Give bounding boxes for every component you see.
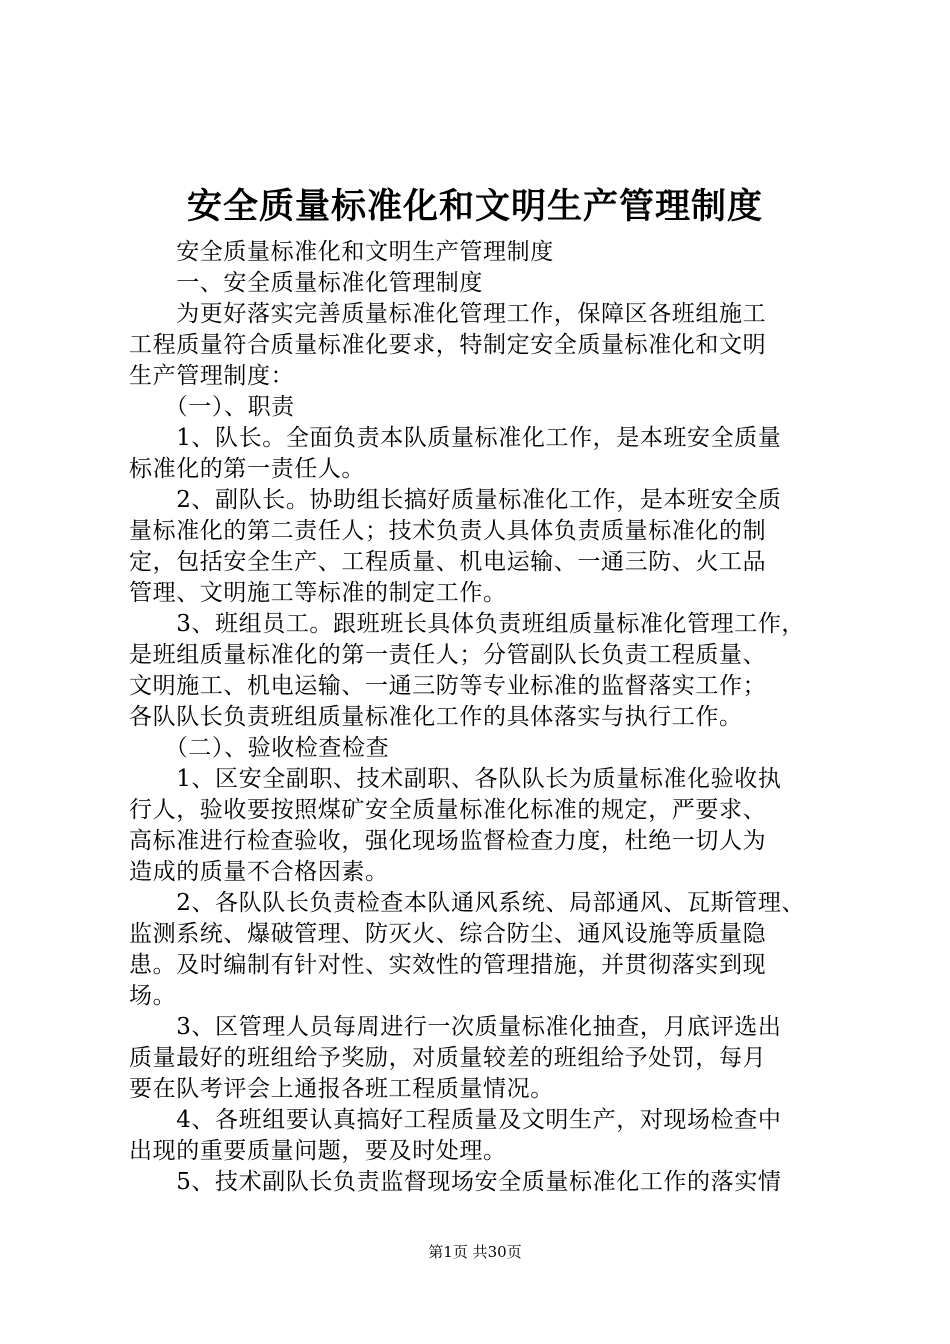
body-line: 1、区安全副职、技术副职、各队队长为质量标准化验收执 (129, 766, 782, 792)
body-line: 1、队长。全面负责本队质量标准化工作，是本班安全质量 (129, 425, 782, 451)
body-line: 场。 (129, 983, 177, 1009)
body-line: 要在队考评会上通报各班工程质量情况。 (129, 1076, 554, 1102)
body-line: 生产管理制度： (129, 363, 295, 389)
body-line: 一、安全质量标准化管理制度 (129, 270, 483, 296)
body-line: 定，包括安全生产、工程质量、机电运输、一通三防、火工品 (129, 549, 767, 575)
body-line: 高标准进行检查验收，强化现场监督检查力度，杜绝一切人为 (129, 828, 767, 854)
body-line: 造成的质量不合格因素。 (129, 859, 389, 885)
body-line: 监测系统、爆破管理、防灭火、综合防尘、通风设施等质量隐 (129, 921, 767, 947)
body-line: 为更好落实完善质量标准化管理工作，保障区各班组施工 (129, 301, 767, 327)
document-body (129, 237, 829, 1198)
body-line: 工程质量符合质量标准化要求，特制定安全质量标准化和文明 (129, 332, 767, 358)
body-line: 3、区管理人员每周进行一次质量标准化抽查，月底评选出 (129, 1014, 782, 1040)
body-line: 管理、文明施工等标准的制定工作。 (129, 580, 507, 606)
body-line: 3、班组员工。跟班班长具体负责班组质量标准化管理工作， (129, 611, 806, 637)
body-line: 是班组质量标准化的第一责任人；分管副队长负责工程质量、 (129, 642, 767, 668)
body-line: 各队队长负责班组质量标准化工作的具体落实与执行工作。 (129, 704, 743, 730)
body-line: 质量最好的班组给予奖励，对质量较差的班组给予处罚，每月 (129, 1045, 767, 1071)
body-line: （二）、验收检查检查 (129, 735, 390, 761)
body-line: 2、各队队长负责检查本队通风系统、局部通风、瓦斯管理、 (129, 890, 806, 916)
body-line: 出现的重要质量问题，要及时处理。 (129, 1138, 507, 1164)
body-line: 安全质量标准化和文明生产管理制度 (129, 239, 554, 265)
body-line: 2、副队长。协助组长搞好质量标准化工作，是本班安全质 (129, 487, 782, 513)
body-line: 4、各班组要认真搞好工程质量及文明生产，对现场检查中 (129, 1107, 782, 1133)
body-line: 文明施工、机电运输、一通三防等专业标准的监督落实工作； (129, 673, 767, 699)
body-line: 5、技术副队长负责监督现场安全质量标准化工作的落实情 (129, 1169, 782, 1195)
document-title: 安全质量标准化和文明生产管理制度 (186, 186, 763, 227)
body-line: 量标准化的第二责任人；技术负责人具体负责质量标准化的制 (129, 518, 767, 544)
page-footer: 第1页 共30页 (428, 1243, 522, 1261)
body-line: 行人，验收要按照煤矿安全质量标准化标准的规定，严要求、 (129, 797, 767, 823)
body-line: （一）、职责 (129, 394, 295, 420)
body-line: 患。及时编制有针对性、实效性的管理措施，并贯彻落实到现 (129, 952, 767, 978)
body-line: 标准化的第一责任人。 (129, 456, 365, 482)
